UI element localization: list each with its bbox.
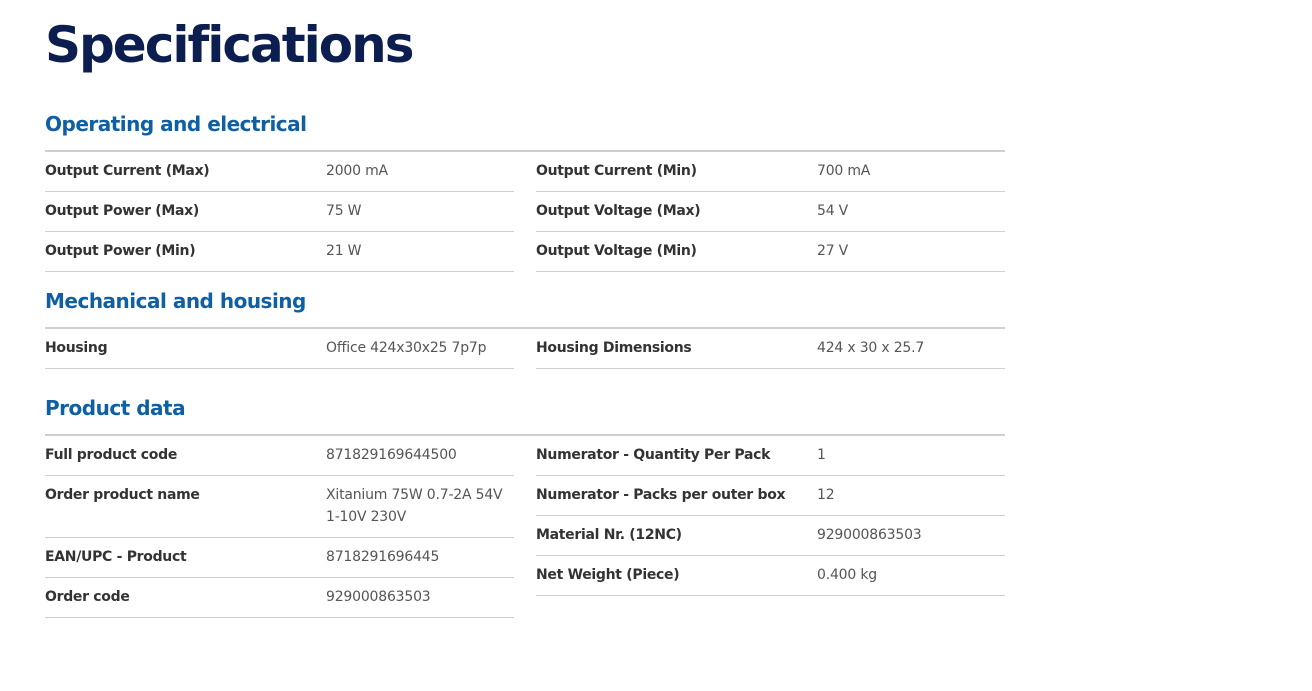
- spec-value: 871829169644500: [326, 447, 457, 463]
- spec-value: 1: [817, 447, 826, 463]
- spec-row: [536, 516, 1005, 556]
- spec-row: [536, 436, 1005, 476]
- spec-value: 929000863503: [326, 589, 431, 605]
- spec-column-right: [536, 152, 1005, 272]
- section-title: Mechanical and housing: [45, 288, 1005, 329]
- spec-row: [45, 538, 514, 578]
- spec-value: 12: [817, 487, 835, 503]
- spec-value: 75 W: [326, 203, 362, 219]
- spec-label: Net Weight (Piece): [536, 567, 680, 583]
- spec-label: Order product name: [45, 487, 200, 503]
- spec-row: [45, 152, 514, 192]
- section-product-data: [45, 395, 1005, 618]
- spec-value: Office 424x30x25 7p7p: [326, 340, 487, 356]
- spec-label: Housing: [45, 340, 108, 356]
- section-title: Operating and electrical: [45, 111, 1005, 152]
- spec-label: Numerator - Packs per outer box: [536, 487, 786, 503]
- spec-row: [536, 232, 1005, 272]
- spec-table: [45, 436, 1005, 618]
- spec-label: Order code: [45, 589, 130, 605]
- spec-label: Output Current (Min): [536, 163, 697, 179]
- section-mechanical-housing: [45, 288, 1005, 369]
- spec-row: [536, 192, 1005, 232]
- spec-row: [45, 436, 514, 476]
- spec-column-right: [536, 329, 1005, 369]
- spec-label: Numerator - Quantity Per Pack: [536, 447, 771, 463]
- spec-value: Xitanium 75W 0.7-2A 54V 1-10V 230V: [326, 487, 503, 525]
- spec-value: 2000 mA: [326, 163, 388, 179]
- page-title: Specifications: [45, 16, 413, 74]
- spec-value: 54 V: [817, 203, 849, 219]
- spec-value: 8718291696445: [326, 549, 440, 565]
- spec-row: [45, 329, 514, 369]
- spec-value: 700 mA: [817, 163, 871, 179]
- spec-table: [45, 329, 1005, 369]
- spec-label: Output Current (Max): [45, 163, 210, 179]
- spec-column-left: [45, 329, 514, 369]
- spec-label: Housing Dimensions: [536, 340, 692, 356]
- spec-row: [536, 329, 1005, 369]
- spec-value: 27 V: [817, 243, 849, 259]
- spec-table: [45, 152, 1005, 272]
- spec-value: 929000863503: [817, 527, 922, 543]
- specifications-page: [45, 0, 1005, 605]
- spec-label: Output Power (Max): [45, 203, 200, 219]
- section-operating-electrical: [45, 111, 1005, 272]
- spec-column-right: [536, 436, 1005, 618]
- spec-row: [536, 556, 1005, 596]
- spec-row: [45, 476, 514, 538]
- spec-value: 424 x 30 x 25.7: [817, 340, 925, 356]
- spec-row: [45, 232, 514, 272]
- section-title: Product data: [45, 395, 1005, 436]
- spec-label: Full product code: [45, 447, 178, 463]
- spec-label: Material Nr. (12NC): [536, 527, 682, 543]
- spec-label: EAN/UPC - Product: [45, 549, 187, 565]
- spec-value: 0.400 kg: [817, 567, 877, 583]
- spec-row: [45, 578, 514, 618]
- spec-label: Output Power (Min): [45, 243, 196, 259]
- spec-column-left: [45, 436, 514, 618]
- spec-column-left: [45, 152, 514, 272]
- spec-label: Output Voltage (Max): [536, 203, 701, 219]
- spec-row: [45, 192, 514, 232]
- spec-row: [536, 476, 1005, 516]
- spec-row: [536, 152, 1005, 192]
- spec-label: Output Voltage (Min): [536, 243, 697, 259]
- spec-value: 21 W: [326, 243, 362, 259]
